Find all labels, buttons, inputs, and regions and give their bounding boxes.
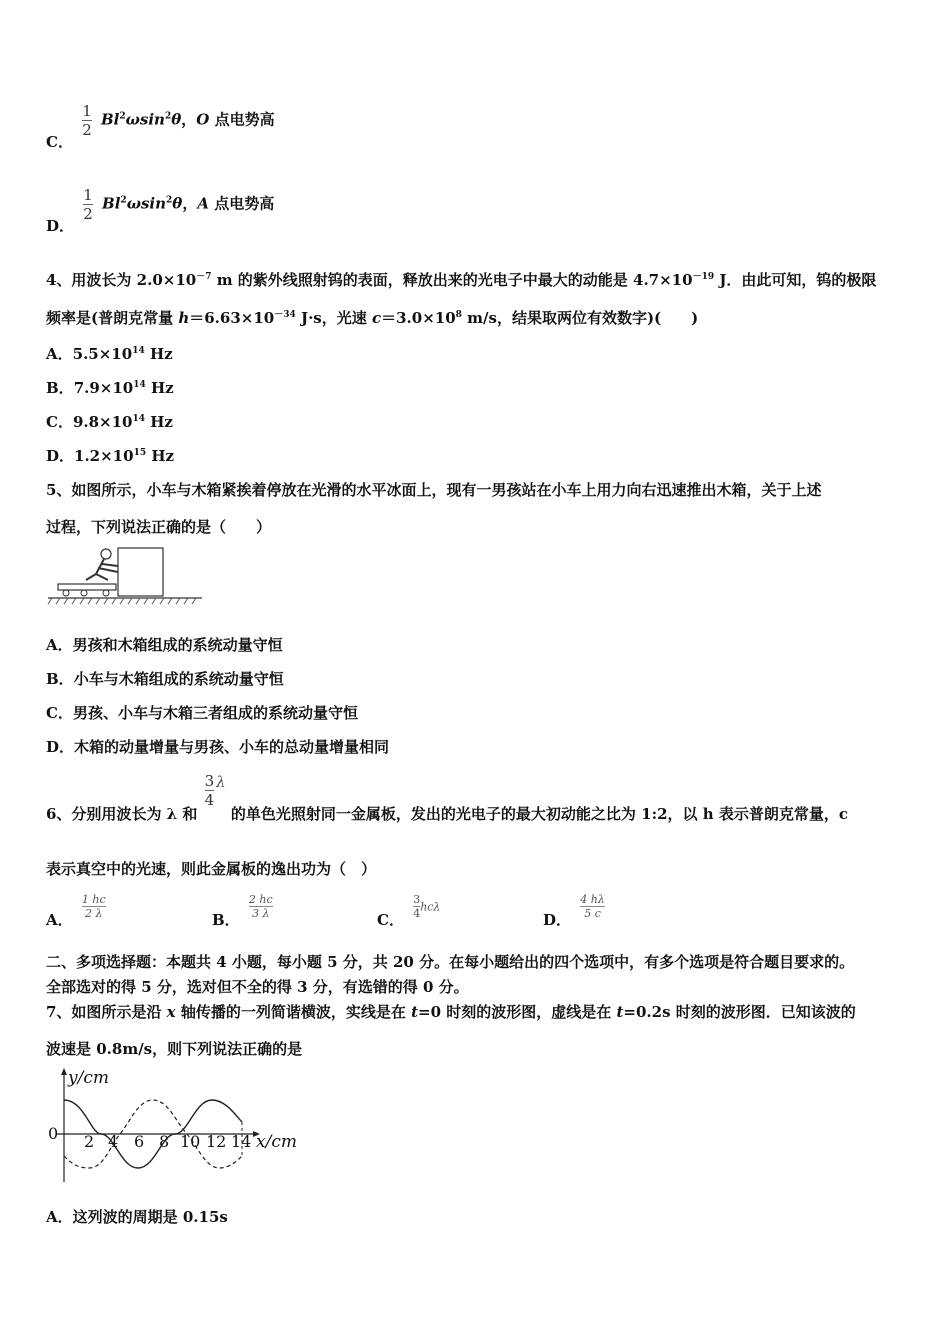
x-tick-label: 12	[206, 1132, 227, 1151]
cart-wheel	[81, 590, 87, 596]
q6-stem-line1: 6、分别用波长为 λ 和 $\frac{3}{4}$ λ 的单色光照射同一金属板，发出的光电子的最大初动能之比为 1:2，以 h 表示普朗克常量，c	[46, 772, 849, 823]
q5-option-d[interactable]: D．木箱的动量增量与男孩、小车的总动量增量相同	[46, 738, 390, 756]
q6-option-d[interactable]: D． $\frac{4 h\lambda}{5 c}$	[543, 893, 605, 929]
x-tick-label: 8	[159, 1132, 170, 1151]
q7-option-a[interactable]: A．这列波的周期是 0.15s	[46, 1208, 228, 1226]
q7-stem-line1: 7、如图所示是沿 x 轴传播的一列简谐横波，实线是在 t=0 时刻的波形图，虚线是在 t=0.2s 时刻的波形图．已知该波的	[46, 1003, 856, 1021]
x-tick-label: 2	[84, 1132, 95, 1151]
fraction: $\frac{1}{2}$	[83, 186, 93, 223]
boy-head	[101, 549, 111, 559]
fraction: $\frac{1 hc}{2 \lambda}$	[81, 893, 106, 920]
wave-graph	[46, 1066, 306, 1184]
fraction: $\frac{1}{2}$	[82, 102, 92, 139]
x-tick-label: 14	[231, 1132, 252, 1151]
fraction: $\frac{3}{4}$	[204, 772, 215, 809]
origin-label: 0	[48, 1124, 59, 1143]
q4-stem-line2: 频率是(普朗克常量 $h=6.63\times 10^{-34}$ J·s，光速 $c=3.0\times 10^8$ m/s，结果取两位有效数字)( )	[46, 309, 699, 327]
cart-box-figure	[46, 544, 204, 608]
fraction: $\frac{2 hc}{3 \lambda}$	[248, 893, 273, 920]
q6-option-a[interactable]: A． $\frac{1 hc}{2 \lambda}$	[46, 893, 106, 929]
x-tick-label: 10	[180, 1132, 201, 1151]
cart-wheel	[103, 590, 109, 596]
q7-stem-line2: 波速是 0.8m/s，则下列说法正确的是	[46, 1040, 303, 1058]
q4-option-d[interactable]: D．$1.2\times 10^{15}$ Hz	[46, 447, 175, 465]
cart-shape	[58, 584, 116, 590]
q5-stem-line1: 5、如图所示，小车与木箱紧挨着停放在光滑的水平冰面上，现有一男孩站在小车上用力向右迅速推出木箱，关于上述	[46, 481, 822, 499]
box-shape	[118, 548, 163, 596]
y-axis-label: y/cm	[68, 1068, 109, 1088]
fraction: $\frac{4 h\lambda}{5 c}$	[580, 893, 605, 920]
x-tick-label: 4	[108, 1132, 119, 1151]
option-label: C．	[46, 132, 73, 151]
y-axis-arrow	[61, 1068, 67, 1075]
q3-option-c[interactable]: C． $\frac{1}{2}$ Bl$^2$ωsin$^2$θ，O 点电势高	[46, 102, 275, 151]
boy-body	[86, 559, 118, 580]
q4-option-a[interactable]: A．$5.5\times 10^{14}$ Hz	[46, 345, 173, 363]
q6-stem-line2: 表示真空中的光速，则此金属板的逸出功为（ ）	[46, 860, 377, 878]
q4-option-b[interactable]: B．$7.9\times 10^{14}$ Hz	[46, 379, 174, 397]
q4-stem-line1: 4、用波长为 $2.0\times 10^{-7}$ m 的紫外线照射钨的表面，释放出来的光电子中最大的动能是 $4.7\times 10^{-19}$ J．由此可知，钨的极限	[46, 271, 877, 289]
q6-option-b[interactable]: B． $\frac{2 hc}{3 \lambda}$	[212, 893, 273, 929]
q3-option-d[interactable]: D． $\frac{1}{2}$ Bl$^2$ωsin$^2$θ，A 点电势高	[46, 186, 275, 235]
fraction: $\frac{3}{4}$	[413, 893, 421, 920]
section2-line2: 全部选对的得 5 分，选对但不全的得 3 分，有选错的得 0 分。	[46, 978, 469, 996]
q5-option-a[interactable]: A．男孩和木箱组成的系统动量守恒	[46, 636, 283, 654]
q5-option-b[interactable]: B．小车与木箱组成的系统动量守恒	[46, 670, 284, 688]
q5-stem-line2: 过程，下列说法正确的是（ ）	[46, 518, 272, 536]
x-tick-label: 6	[134, 1132, 145, 1151]
section2-line1: 二、多项选择题：本题共 4 小题，每小题 5 分，共 20 分。在每小题给出的四个选项中，有多个选项是符合题目要求的。	[46, 953, 855, 971]
q5-option-c[interactable]: C．男孩、小车与木箱三者组成的系统动量守恒	[46, 704, 358, 722]
q4-option-c[interactable]: C．$9.8\times 10^{14}$ Hz	[46, 413, 173, 431]
x-axis-label: x/cm	[256, 1132, 297, 1152]
q6-option-c[interactable]: C． $\frac{3}{4}hc\lambda$	[377, 893, 441, 929]
option-label: D．	[46, 216, 75, 235]
cart-wheel	[63, 590, 69, 596]
